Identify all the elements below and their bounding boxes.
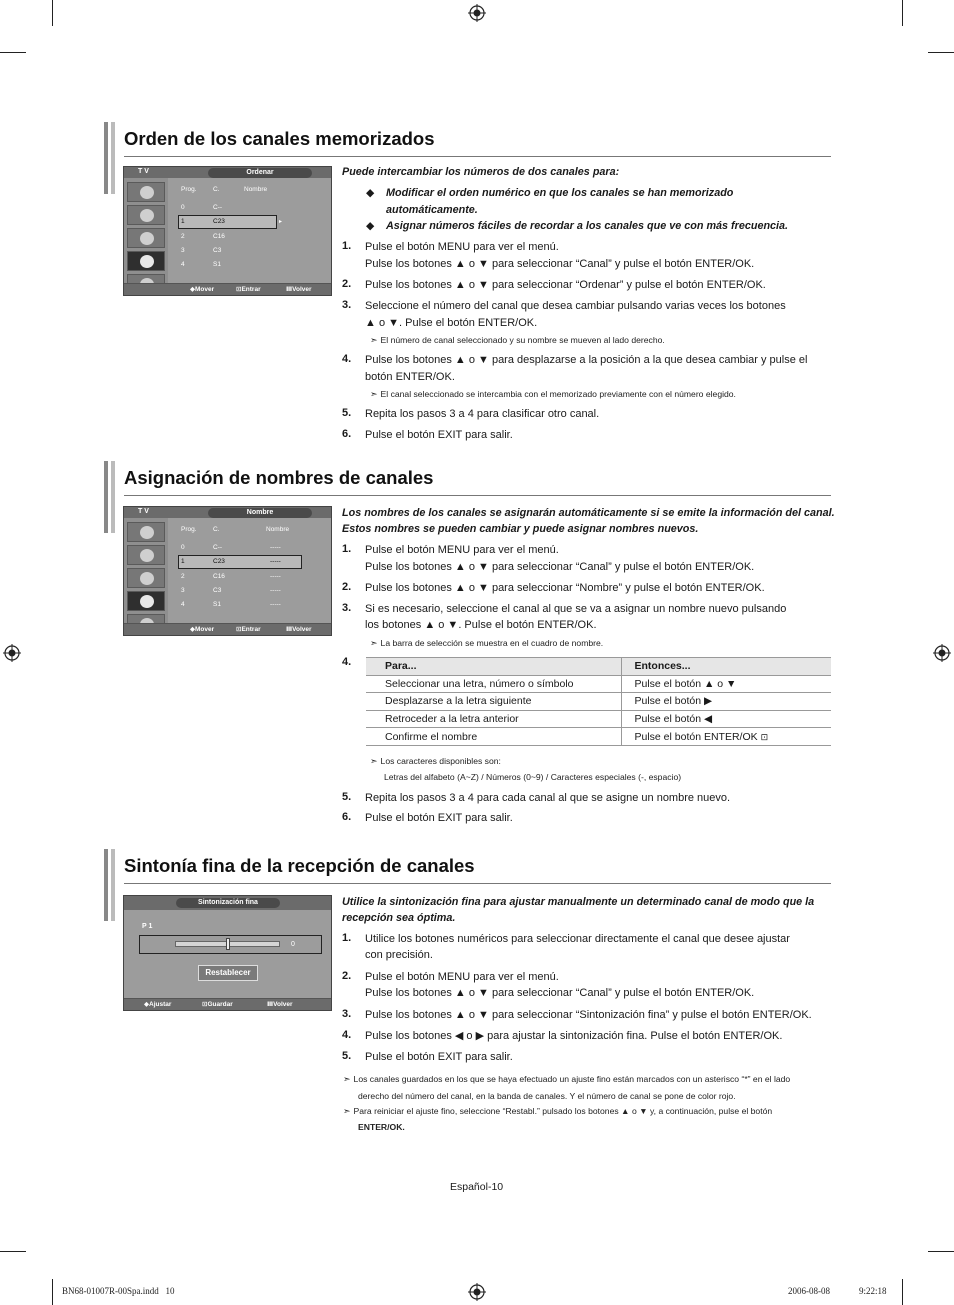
step-number: 6. [342,811,352,823]
list-item: ----- [270,558,281,565]
table-cell: Retroceder a la letra anterior [366,710,621,728]
step-text: Pulse los botones ▲ o ▼ para seleccionar “Sintonización fina” y pulse el botón ENTER/OK. [365,1009,812,1021]
crop-mark [902,0,903,26]
registration-mark-icon [468,1283,486,1301]
note: ➣ El número de canal seleccionado y su nombre se mueven al lado derecho. [370,335,665,345]
note-arrow-icon: ➣ [370,389,378,399]
footer-file: BN68-01007R-00Spa.indd 10 [62,1286,175,1296]
fine-tune-value: 0 [291,941,295,948]
osd-tab-title: Ordenar [208,168,312,178]
list-item: C3 [213,587,222,594]
crop-mark [52,0,53,26]
note-arrow-icon: ➣ [370,756,378,766]
move-icon: ◆ [190,286,195,293]
channel-icon [140,572,154,585]
step-number: 4. [342,1029,352,1041]
sound-icon [140,549,154,562]
selection-highlight [178,215,277,229]
move-icon: ◆ [190,626,195,633]
enter-icon: ⊡ [202,1001,208,1008]
step-text: Pulse el botón MENU para ver el menú. [365,544,559,556]
crop-mark [928,1251,954,1252]
table-row [366,728,831,746]
osd-ordenar-screen: T V Ordenar Prog. C. Nombre 0 C-- 1 C23 ▸ 2 C16 3 C3 4 S1 ◆Mover ⊡Entrar ⅢVolver [123,166,332,296]
table-cell: Seleccionar una letra, número o símbolo [366,675,621,693]
footer-date: 2006-08-08 [788,1286,830,1296]
section-header [104,849,831,899]
list-item: 2 [181,233,185,240]
table-cell: Desplazarse a la letra siguiente [366,693,621,711]
list-item: C-- [213,544,223,551]
step-text: Pulse los botones ▲ o ▼ para seleccionar “Ordenar” y pulse el botón ENTER/OK. [365,279,766,291]
step-text: Pulse el botón EXIT para salir. [365,812,513,824]
list-item: 3 [181,587,185,594]
table-cell: Confirme el nombre [366,728,621,746]
return-icon: Ⅲ [286,286,293,293]
table-row [366,675,831,693]
list-item: S1 [213,261,221,268]
bullet-text: Asignar números fáciles de recordar a los canales que ve con más frecuencia. [386,220,789,232]
registration-mark-icon [468,4,486,22]
bullet-diamond-icon: ◆ [366,187,375,199]
section-title: Sintonía fina de la recepción de canales [124,855,475,876]
intro-text: Los nombres de los canales se asignarán automáticamente si se emite la información del canal. [342,507,835,519]
step-text: Seleccione el número del canal que desea cambiar pulsando varias veces los botones [365,300,786,312]
channel-label: P 1 [142,923,153,930]
step-number: 4. [342,656,352,668]
table-cell: Pulse el botón ▲ o ▼ [621,675,831,693]
step-number: 1. [342,240,352,252]
enter-icon: ⊡ [236,286,242,293]
step-text: Pulse el botón MENU para ver el menú. [365,241,559,253]
adjust-icon: ◆ [144,1001,149,1008]
note: derecho del número del canal, en la banda de canales. Y el número de canal se pone de color rojo. [358,1091,736,1101]
note: ➣ El canal seleccionado se intercambia con el memorizado previamente con el número elegido. [370,389,736,399]
osd-nombre-screen: T V Nombre Prog. C. Nombre 0 C-- ----- 1 C23 ----- 2 C16 ----- 3 C3 ----- 4 S1 ----- ◆Mover ⊡Entrar ⅢVolver [123,506,332,636]
step-number: 5. [342,791,352,803]
channel-icon [140,232,154,245]
step-number: 5. [342,1050,352,1062]
list-item: 2 [181,573,185,580]
return-icon: Ⅲ [286,626,293,633]
list-item: C-- [213,204,223,211]
crop-mark [0,52,26,53]
section-header [104,461,831,511]
col-c: C. [213,526,220,533]
bullet-diamond-icon: ◆ [366,220,375,232]
col-nombre: Nombre [244,186,268,193]
step-text: Repita los pasos 3 a 4 para cada canal al que se asigne un nombre nuevo. [365,792,731,804]
step-number: 2. [342,581,352,593]
table-header: Para... [366,658,621,676]
registration-mark-icon [3,644,21,662]
osd-tv-label: T V [138,168,149,175]
step-number: 2. [342,278,352,290]
list-item: 4 [181,261,185,268]
crop-mark [0,1251,26,1252]
list-item: ----- [270,544,281,551]
sound-icon [140,209,154,222]
table-row [366,710,831,728]
picture-icon [140,526,154,539]
enter-icon: ⊡ [760,731,769,742]
osd-tv-label: T V [138,508,149,515]
osd-fine-tune-screen: Sintonización fina P 1 0 Restablecer ◆Ajustar ⊡Guardar ⅢVolver [123,895,332,1011]
setup-icon [140,255,154,268]
col-c: C. [213,186,220,193]
table-cell: Pulse el botón ▶ [621,693,831,711]
step-number: 4. [342,353,352,365]
step-text: Pulse los botones ▲ o ▼ para seleccionar “Canal” y pulse el botón ENTER/OK. [365,561,755,573]
step-text: Pulse los botones ▲ o ▼ para seleccionar “Nombre” y pulse el botón ENTER/OK. [365,582,765,594]
step-number: 5. [342,407,352,419]
slider-track[interactable] [175,941,280,947]
registration-mark-icon [933,644,951,662]
col-prog: Prog. [181,186,197,193]
slider-thumb[interactable] [226,938,230,950]
note-arrow-icon: ➣ [343,1106,351,1116]
setup-icon [140,595,154,608]
step-text: botón ENTER/OK. [365,371,455,383]
note-arrow-icon: ➣ [370,335,378,345]
intro-text: Puede intercambiar los números de dos canales para: [342,166,620,178]
step-text: los botones ▲ o ▼. Pulse el botón ENTER/OK. [365,619,597,631]
selection-highlight [178,555,302,569]
bullet-text: Modificar el orden numérico en que los canales se han memorizado automáticamente. [386,187,734,216]
intro-text: recepción sea óptima. [342,912,456,924]
step-text: Pulse los botones ◀ o ▶ para ajustar la sintonización fina. Pulse el botón ENTER/OK. [365,1030,783,1042]
list-item: ----- [270,587,281,594]
crop-mark [902,1279,903,1305]
intro-text: Estos nombres se pueden cambiar y puede asignar nombres nuevos. [342,523,699,535]
crop-mark [928,52,954,53]
action-table [366,657,831,746]
table-header: Entonces... [621,658,831,676]
col-nombre: Nombre [266,526,290,533]
reset-button[interactable]: Restablecer [198,965,258,981]
step-text: Pulse los botones ▲ o ▼ para seleccionar “Canal” y pulse el botón ENTER/OK. [365,258,755,270]
step-text: Pulse el botón EXIT para salir. [365,429,513,441]
step-text: Pulse el botón EXIT para salir. [365,1051,513,1063]
step-number: 1. [342,543,352,555]
note: ➣ Para reiniciar el ajuste fino, seleccione “Restabl.” pulsado los botones ▲ o ▼ y, a continuación, pulse el botón [343,1106,773,1116]
step-number: 1. [342,932,352,944]
section-title: Asignación de nombres de canales [124,467,434,488]
table-row [366,693,831,711]
list-item: C3 [213,247,222,254]
step-number: 2. [342,970,352,982]
list-item: 3 [181,247,185,254]
section-title: Orden de los canales memorizados [124,128,435,149]
step-text: Pulse los botones ▲ o ▼ para seleccionar “Canal” y pulse el botón ENTER/OK. [365,987,755,999]
note: ➣ La barra de selección se muestra en el cuadro de nombre. [370,638,604,648]
return-icon: Ⅲ [267,1001,274,1008]
intro-text: Utilice la sintonización fina para ajustar manualmente un determinado canal de modo que la [342,896,815,908]
note: Letras del alfabeto (A~Z) / Números (0~9) / Caracteres especiales (-, espacio) [384,772,682,782]
list-item: C23 [213,558,225,565]
note: ➣ Los caracteres disponibles son: [370,756,501,766]
list-item: C16 [213,573,225,580]
list-item: C16 [213,233,225,240]
step-number: 6. [342,428,352,440]
note: ENTER/OK. [358,1122,405,1132]
list-item: 4 [181,601,185,608]
step-text: Utilice los botones numéricos para seleccionar directamente el canal que desee ajustar [365,933,790,945]
picture-icon [140,186,154,199]
list-item: 1 [181,558,185,565]
step-text: con precisión. [365,949,433,961]
osd-tab-title: Nombre [208,508,312,518]
list-item: C23 [213,218,225,225]
step-text: Pulse el botón MENU para ver el menú. [365,971,559,983]
enter-icon: ⊡ [236,626,242,633]
crop-mark [52,1279,53,1305]
arrow-right-icon: ▸ [279,219,283,225]
step-number: 3. [342,299,352,311]
note: ➣ Los canales guardados en los que se haya efectuado un ajuste fino están marcados con un asterisco “*” en el lado [343,1074,791,1084]
step-text: Repita los pasos 3 a 4 para clasificar otro canal. [365,408,600,420]
col-prog: Prog. [181,526,197,533]
step-text: Pulse los botones ▲ o ▼ para desplazarse a la posición a la que desea cambiar y pulse el [365,354,808,366]
step-text: Si es necesario, seleccione el canal al que se va a asignar un nombre nuevo pulsando [365,603,787,615]
page-number: Español-10 [450,1181,504,1193]
table-cell: Pulse el botón ◀ [621,710,831,728]
list-item: ----- [270,573,281,580]
step-text: ▲ o ▼. Pulse el botón ENTER/OK. [365,317,538,329]
list-item: S1 [213,601,221,608]
note-arrow-icon: ➣ [343,1074,351,1084]
note-arrow-icon: ➣ [370,638,378,648]
list-item: 1 [181,218,185,225]
list-item: 0 [181,544,185,551]
list-item: ----- [270,601,281,608]
osd-tab-title: Sintonización fina [176,898,280,908]
table-cell: Pulse el botón ENTER/OK ⊡ [621,728,831,746]
step-number: 3. [342,602,352,614]
list-item: 0 [181,204,185,211]
step-number: 3. [342,1008,352,1020]
footer-time: 9:22:18 [859,1286,887,1296]
